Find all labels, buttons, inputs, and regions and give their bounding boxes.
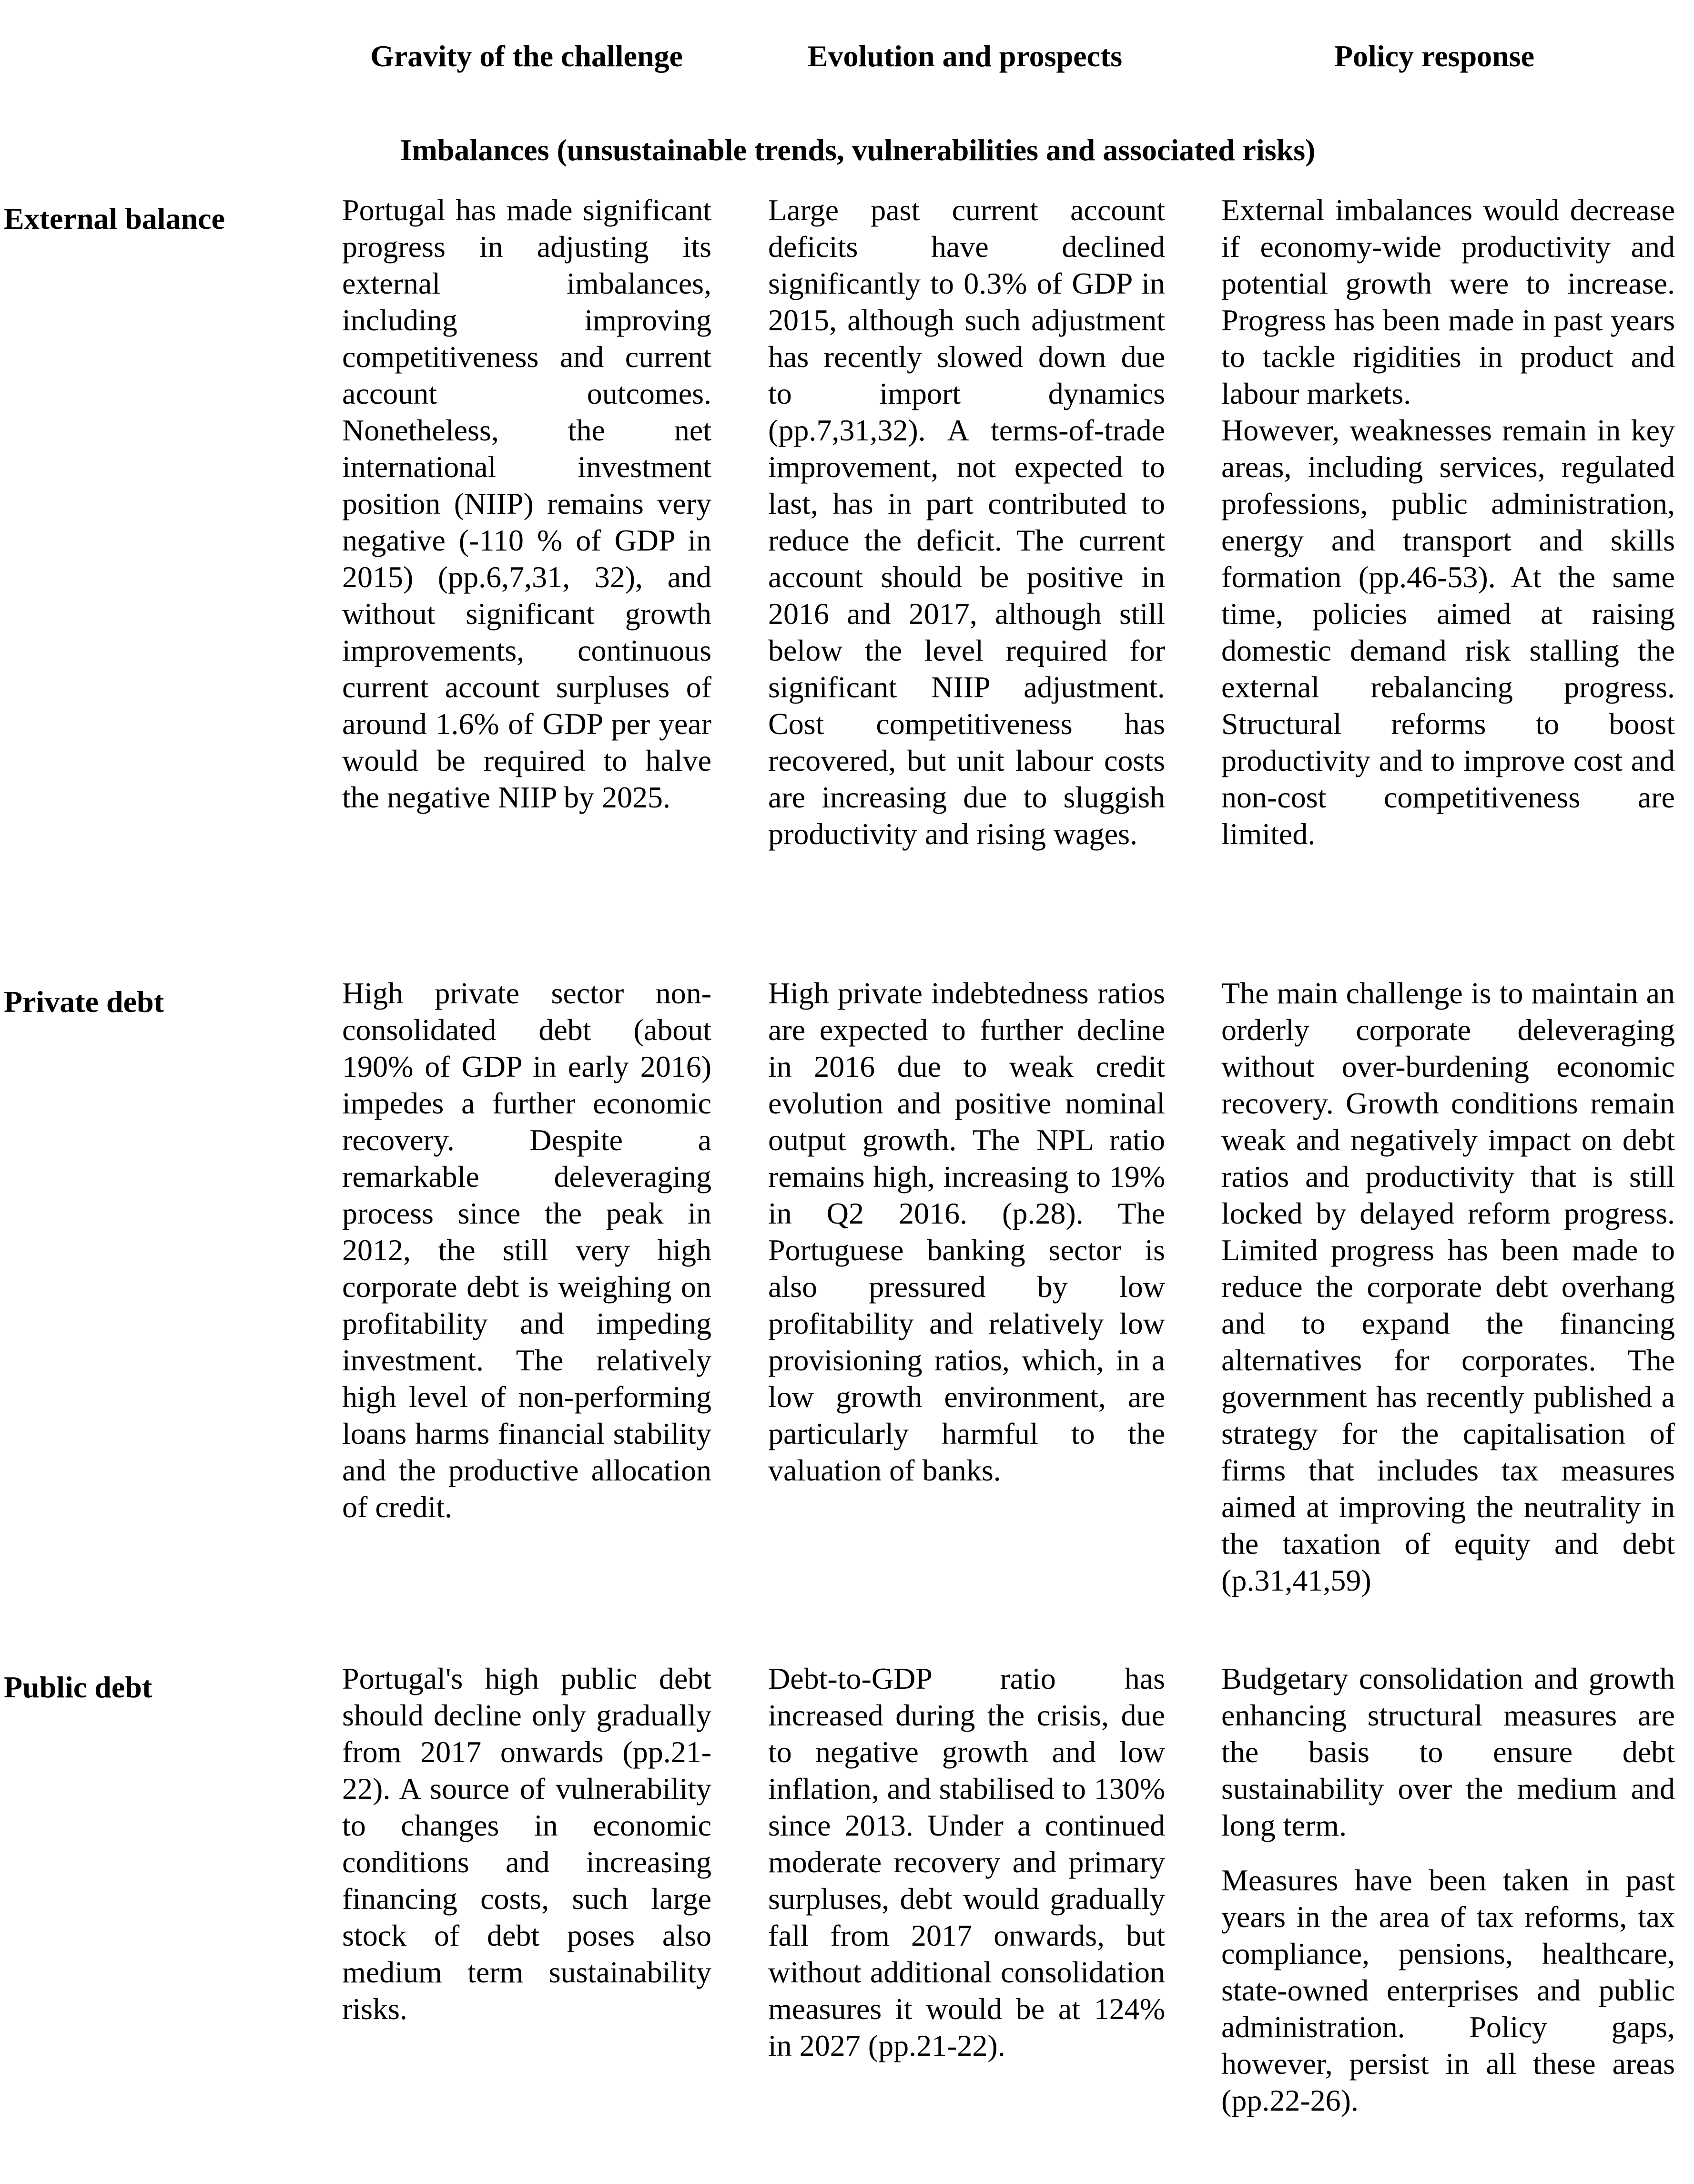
paragraph: Portugal's high public debt should decline only gradually from 2017 onwards (pp.21-22). A source of vulnerability to changes in economic conditions and increasing financing costs, such large stock of debt poses also medium term sustainability risks.: [342, 1662, 711, 2026]
paragraph: Large past current account deficits have declined significantly to 0.3% of GDP in 2015, although such adjustment has recently slowed down due to import dynamics (pp.7,31,32). A terms-of-trade improvement, not expected to last, has in part contributed to reduce the deficit. The current account should be positive in 2016 and 2017, although still below the level required for significant NIIP adjustment. Cost competitiveness has recovered, but unit labour costs are increasing due to sluggish productivity and rising wages.: [768, 193, 1165, 851]
cell-public-debt-policy: [1221, 1660, 1675, 2119]
paragraph: High private indebtedness ratios are expected to further decline in 2016 due to weak credit evolution and positive nominal output growth. The NPL ratio remains high, increasing to 19% in Q2 2016. (p.28). The Portuguese banking sector is also pressured by low profitability and relatively low provisioning ratios, which, in a low growth environment, are particularly harmful to the valuation of banks.: [768, 976, 1165, 1487]
paragraph: However, weaknesses remain in key areas, including services, regulated professions, public administration, energy and transport and skills formation (pp.46-53). At the same time, policies aimed at raising domestic demand risk stalling the external rebalancing progress. Structural reforms to boost productivity and to improve cost and non-cost competitiveness are limited.: [1221, 413, 1675, 851]
column-header-policy: Policy response: [1334, 39, 1535, 73]
cell-private-debt-evolution: [768, 975, 1165, 1489]
column-header-evolution: Evolution and prospects: [807, 39, 1123, 73]
paragraph: Debt-to-GDP ratio has increased during the crisis, due to negative growth and low inflation, and stabilised to 130% since 2013. Under a continued moderate recovery and primary surpluses, debt would gradually fall from 2017 onwards, but without additional consolidation measures it would be at 124% in 2027 (pp.21-22).: [768, 1662, 1165, 2062]
cell-external-balance-gravity: [342, 192, 711, 816]
cell-external-balance-evolution: [768, 192, 1165, 852]
cell-external-balance-policy: [1221, 192, 1675, 852]
row-label-public-debt: Public debt: [4, 1670, 152, 1704]
row-label-private-debt: Private debt: [4, 985, 164, 1019]
paragraph: External imbalances would decrease if economy-wide productivity and potential growth were to increase. Progress has been made in past years to tackle rigidities in product and labour markets.: [1221, 193, 1675, 410]
column-header-gravity: Gravity of the challenge: [370, 39, 683, 73]
cell-public-debt-evolution: [768, 1660, 1165, 2064]
paragraph: Measures have been taken in past years in the area of tax reforms, tax compliance, pensions, healthcare, state-owned enterprises and public administration. Policy gaps, however, persist in all these areas (pp.22-26).: [1221, 1863, 1675, 2117]
row-label-external-balance: External balance: [4, 202, 225, 235]
paragraph: Portugal has made significant progress in adjusting its external imbalances, including improving competitiveness and current account outcomes. Nonetheless, the net international investment position (NIIP) remains very negative (-110 % of GDP in 2015) (pp.6,7,31, 32), and without significant growth improvements, continuous current account surpluses of around 1.6% of GDP per year would be required to halve the negative NIIP by 2025.: [342, 193, 711, 814]
paragraph: The main challenge is to maintain an orderly corporate deleveraging without over-burdening economic recovery. Growth conditions remain weak and negatively impact on debt ratios and productivity that is still locked by delayed reform progress. Limited progress has been made to reduce the corporate debt overhang and to expand the financing alternatives for corporates. The government has recently published a strategy for the capitalisation of firms that includes tax measures aimed at improving the neutrality in the taxation of equity and debt (p.31,41,59): [1221, 976, 1675, 1597]
paragraph: Budgetary consolidation and growth enhancing structural measures are the basis to ensure debt sustainability over the medium and long term.: [1221, 1662, 1675, 1842]
paragraph: High private sector non-consolidated debt (about 190% of GDP in early 2016) impedes a further economic recovery. Despite a remarkable deleveraging process since the peak in 2012, the still very high corporate debt is weighing on profitability and impeding investment. The relatively high level of non-performing loans harms financial stability and the productive allocation of credit.: [342, 976, 711, 1524]
cell-public-debt-gravity: [342, 1660, 711, 2027]
section-title: Imbalances (unsustainable trends, vulnerabilities and associated risks): [400, 133, 1316, 167]
cell-private-debt-gravity: [342, 975, 711, 1525]
cell-private-debt-policy: [1221, 975, 1675, 1599]
